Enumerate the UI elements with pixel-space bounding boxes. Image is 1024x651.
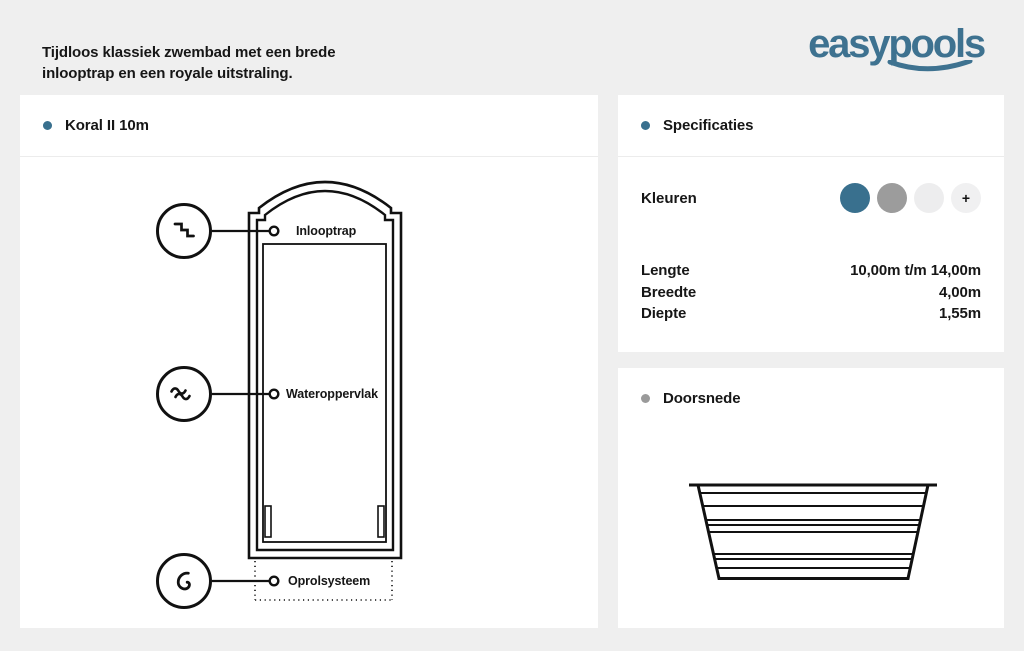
waves-icon — [156, 366, 212, 422]
callout-label-oprolsysteem: Oprolsysteem — [288, 574, 371, 588]
color-swatch-blue[interactable] — [840, 183, 870, 213]
spec-row-breedte — [641, 282, 981, 304]
stairs-icon — [156, 203, 212, 259]
model-title: Koral II 10m — [65, 117, 149, 134]
spec-row-diepte — [641, 303, 981, 325]
pool-outer-outline — [249, 182, 401, 558]
color-swatches — [840, 183, 981, 213]
colors-label: Kleuren — [641, 189, 697, 207]
tagline: Tijdloos klassiek zwembad met een brede inlooptrap en een royale uitstraling. — [42, 44, 336, 82]
color-swatch-light-grey[interactable] — [914, 183, 944, 213]
logo-swoosh-icon — [884, 60, 976, 72]
spec-label: Lengte — [641, 262, 690, 279]
spec-value: 10,00m t/m 14,00m — [850, 262, 981, 279]
callout-label-inlooptrap: Inlooptrap — [296, 224, 357, 238]
interior-lines — [700, 493, 926, 568]
accent-dot — [641, 121, 650, 130]
callout-label-wateroppervlak: Wateroppervlak — [286, 387, 378, 401]
specifications-panel — [618, 95, 1004, 352]
callout-marker — [270, 577, 279, 586]
logo-wordmark: easypools — [808, 22, 984, 66]
plus-icon: + — [961, 190, 971, 206]
spiral-icon — [156, 553, 212, 609]
pool-topview-drawing — [20, 95, 598, 628]
callout-marker — [270, 227, 279, 236]
more-colors-button[interactable] — [951, 183, 981, 213]
spec-label: Diepte — [641, 305, 687, 322]
cross-section-title: Doorsnede — [663, 390, 741, 407]
color-swatch-grey[interactable] — [877, 183, 907, 213]
colors-row — [618, 183, 1004, 213]
cross-section-drawing — [618, 368, 1004, 628]
spec-value: 4,00m — [938, 283, 981, 301]
callout-marker — [270, 390, 279, 399]
spec-value: 1,55m — [938, 305, 981, 322]
spec-row-lengte — [641, 260, 981, 282]
spec-label: Breedte — [641, 283, 697, 301]
cross-section-panel — [618, 368, 1004, 628]
model-panel — [20, 95, 598, 628]
specifications-panel-header — [618, 95, 1004, 157]
spec-rows — [618, 260, 1004, 325]
specifications-title: Specificaties — [663, 117, 754, 134]
easypools-logo[interactable] — [794, 20, 984, 72]
